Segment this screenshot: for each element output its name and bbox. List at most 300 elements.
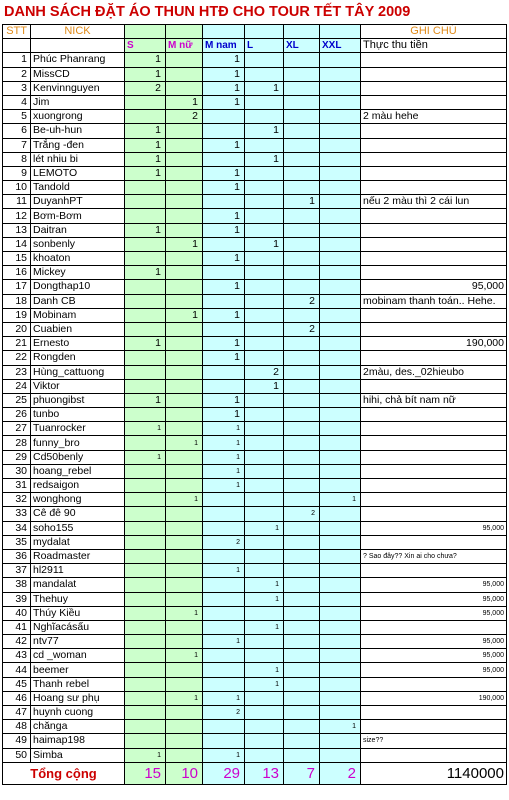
row-size-xxl bbox=[320, 166, 361, 180]
row-size-s: 1 bbox=[125, 393, 166, 407]
row-size-s bbox=[125, 578, 166, 592]
table-row bbox=[3, 280, 507, 294]
row-stt: 49 bbox=[3, 734, 31, 748]
row-size-mnu: 1 bbox=[166, 308, 203, 322]
row-stt: 12 bbox=[3, 209, 31, 223]
row-stt: 47 bbox=[3, 706, 31, 720]
row-size-xxl bbox=[320, 649, 361, 663]
row-nick: redsaigon bbox=[31, 479, 125, 493]
total-s: 15 bbox=[125, 762, 166, 784]
row-note bbox=[361, 138, 507, 152]
row-size-s bbox=[125, 252, 166, 266]
row-size-xl bbox=[284, 663, 320, 677]
row-size-l bbox=[245, 706, 284, 720]
row-nick: xuongrong bbox=[31, 110, 125, 124]
row-size-mnam: 1 bbox=[203, 479, 245, 493]
size-xxl-header: XXL bbox=[320, 39, 361, 53]
total-mnu: 10 bbox=[166, 762, 203, 784]
row-size-xl bbox=[284, 706, 320, 720]
row-size-mnam: 1 bbox=[203, 138, 245, 152]
row-size-s bbox=[125, 706, 166, 720]
table-row bbox=[3, 308, 507, 322]
row-stt: 15 bbox=[3, 252, 31, 266]
row-size-l bbox=[245, 195, 284, 209]
row-size-s: 1 bbox=[125, 53, 166, 67]
row-size-mnu bbox=[166, 181, 203, 195]
row-size-s bbox=[125, 564, 166, 578]
row-size-mnam: 1 bbox=[203, 748, 245, 762]
table-row bbox=[3, 507, 507, 521]
row-size-s bbox=[125, 521, 166, 535]
row-note bbox=[361, 81, 507, 95]
table-row bbox=[3, 521, 507, 535]
row-size-s bbox=[125, 110, 166, 124]
row-note: 2màu, des._02hieubo bbox=[361, 365, 507, 379]
row-size-s bbox=[125, 635, 166, 649]
row-size-xxl bbox=[320, 337, 361, 351]
row-size-l: 1 bbox=[245, 81, 284, 95]
row-stt: 16 bbox=[3, 266, 31, 280]
row-size-s bbox=[125, 379, 166, 393]
row-size-xxl bbox=[320, 308, 361, 322]
row-size-mnu bbox=[166, 677, 203, 691]
row-size-l bbox=[245, 209, 284, 223]
table-row bbox=[3, 620, 507, 634]
row-note: 2 màu hehe bbox=[361, 110, 507, 124]
row-size-xxl bbox=[320, 464, 361, 478]
table-row bbox=[3, 592, 507, 606]
thu-tien-header: Thực thu tiền bbox=[361, 39, 507, 53]
table-row bbox=[3, 493, 507, 507]
row-size-mnam: 1 bbox=[203, 393, 245, 407]
row-size-l bbox=[245, 351, 284, 365]
row-nick: Hoang sư phụ bbox=[31, 691, 125, 705]
table-row bbox=[3, 479, 507, 493]
row-size-xxl bbox=[320, 408, 361, 422]
row-size-s bbox=[125, 365, 166, 379]
row-size-mnu: 1 bbox=[166, 493, 203, 507]
row-size-l bbox=[245, 280, 284, 294]
row-size-xxl bbox=[320, 422, 361, 436]
row-note bbox=[361, 748, 507, 762]
row-note bbox=[361, 152, 507, 166]
row-size-xl bbox=[284, 223, 320, 237]
row-size-mnu bbox=[166, 138, 203, 152]
table-row bbox=[3, 393, 507, 407]
row-note bbox=[361, 181, 507, 195]
row-size-mnu bbox=[166, 351, 203, 365]
row-size-xxl bbox=[320, 294, 361, 308]
row-size-l: 2 bbox=[245, 365, 284, 379]
row-size-l bbox=[245, 691, 284, 705]
row-size-mnu bbox=[166, 578, 203, 592]
row-size-mnu bbox=[166, 720, 203, 734]
row-note bbox=[361, 564, 507, 578]
row-size-xl bbox=[284, 521, 320, 535]
row-size-xl bbox=[284, 535, 320, 549]
row-nick: Rongden bbox=[31, 351, 125, 365]
table-row bbox=[3, 436, 507, 450]
row-size-xl bbox=[284, 635, 320, 649]
row-size-xl bbox=[284, 720, 320, 734]
row-size-mnu bbox=[166, 166, 203, 180]
row-nick: Nghĩacásấu bbox=[31, 620, 125, 634]
row-size-xxl bbox=[320, 578, 361, 592]
row-stt: 7 bbox=[3, 138, 31, 152]
row-size-xxl bbox=[320, 280, 361, 294]
row-nick: phuongibst bbox=[31, 393, 125, 407]
row-nick: ntv77 bbox=[31, 635, 125, 649]
row-size-s bbox=[125, 493, 166, 507]
row-size-mnu bbox=[166, 266, 203, 280]
row-size-xxl bbox=[320, 53, 361, 67]
row-nick: Bơm-Bơm bbox=[31, 209, 125, 223]
row-nick: MissCD bbox=[31, 67, 125, 81]
sheet-title: DANH SÁCH ĐẶT ÁO THUN HTĐ CHO TOUR TẾT TÂY 2009 bbox=[4, 4, 411, 20]
row-size-s: 1 bbox=[125, 266, 166, 280]
row-note bbox=[361, 252, 507, 266]
row-size-xxl bbox=[320, 181, 361, 195]
total-row bbox=[3, 762, 507, 784]
row-size-l bbox=[245, 507, 284, 521]
row-note: 95,000 bbox=[361, 592, 507, 606]
row-size-mnam bbox=[203, 152, 245, 166]
row-stt: 38 bbox=[3, 578, 31, 592]
row-stt: 17 bbox=[3, 280, 31, 294]
row-size-s bbox=[125, 649, 166, 663]
row-nick: soho155 bbox=[31, 521, 125, 535]
row-note bbox=[361, 322, 507, 336]
row-size-l bbox=[245, 635, 284, 649]
table-row bbox=[3, 209, 507, 223]
row-size-xxl bbox=[320, 436, 361, 450]
row-size-mnu bbox=[166, 365, 203, 379]
row-size-s bbox=[125, 351, 166, 365]
row-size-s bbox=[125, 209, 166, 223]
row-size-s bbox=[125, 181, 166, 195]
row-size-xl bbox=[284, 592, 320, 606]
row-size-xl bbox=[284, 493, 320, 507]
row-size-mnam bbox=[203, 507, 245, 521]
row-stt: 44 bbox=[3, 663, 31, 677]
row-size-mnam bbox=[203, 365, 245, 379]
row-nick: sonbenly bbox=[31, 237, 125, 251]
row-nick: funny_bro bbox=[31, 436, 125, 450]
table-row bbox=[3, 564, 507, 578]
row-nick: Cd50benly bbox=[31, 450, 125, 464]
row-size-mnam bbox=[203, 237, 245, 251]
row-note: 190,000 bbox=[361, 337, 507, 351]
row-size-xxl bbox=[320, 322, 361, 336]
row-size-s bbox=[125, 720, 166, 734]
row-size-mnam: 1 bbox=[203, 351, 245, 365]
row-note bbox=[361, 95, 507, 109]
row-size-mnam bbox=[203, 195, 245, 209]
row-size-xxl bbox=[320, 549, 361, 563]
row-size-l bbox=[245, 535, 284, 549]
row-nick: Viktor bbox=[31, 379, 125, 393]
row-stt: 21 bbox=[3, 337, 31, 351]
row-size-xxl bbox=[320, 209, 361, 223]
row-stt: 46 bbox=[3, 691, 31, 705]
row-stt: 34 bbox=[3, 521, 31, 535]
row-stt: 9 bbox=[3, 166, 31, 180]
size-xl-header: XL bbox=[284, 39, 320, 53]
row-stt: 22 bbox=[3, 351, 31, 365]
row-size-mnu: 2 bbox=[166, 110, 203, 124]
row-size-mnam: 1 bbox=[203, 436, 245, 450]
row-size-mnam bbox=[203, 606, 245, 620]
row-size-xl bbox=[284, 138, 320, 152]
row-note bbox=[361, 479, 507, 493]
row-size-xl bbox=[284, 606, 320, 620]
row-note bbox=[361, 507, 507, 521]
table-row bbox=[3, 720, 507, 734]
row-size-l bbox=[245, 564, 284, 578]
row-note bbox=[361, 237, 507, 251]
row-size-l bbox=[245, 464, 284, 478]
row-size-mnam: 1 bbox=[203, 209, 245, 223]
row-size-s: 1 bbox=[125, 223, 166, 237]
row-size-xxl: 1 bbox=[320, 493, 361, 507]
row-note bbox=[361, 706, 507, 720]
table-row bbox=[3, 67, 507, 81]
row-size-mnam: 1 bbox=[203, 691, 245, 705]
table-row bbox=[3, 677, 507, 691]
row-size-xxl bbox=[320, 635, 361, 649]
row-size-l bbox=[245, 266, 284, 280]
row-size-l bbox=[245, 252, 284, 266]
row-size-l: 1 bbox=[245, 578, 284, 592]
row-size-s bbox=[125, 677, 166, 691]
row-size-xxl bbox=[320, 365, 361, 379]
row-size-mnu: 1 bbox=[166, 436, 203, 450]
row-note: 95,000 bbox=[361, 521, 507, 535]
table-row bbox=[3, 351, 507, 365]
row-size-s: 1 bbox=[125, 337, 166, 351]
row-size-l bbox=[245, 337, 284, 351]
row-size-l bbox=[245, 720, 284, 734]
row-size-s bbox=[125, 606, 166, 620]
row-nick: hoang_rebel bbox=[31, 464, 125, 478]
row-stt: 33 bbox=[3, 507, 31, 521]
row-size-xxl bbox=[320, 237, 361, 251]
row-size-mnam: 1 bbox=[203, 95, 245, 109]
row-size-l: 1 bbox=[245, 663, 284, 677]
row-size-l bbox=[245, 436, 284, 450]
row-size-xl bbox=[284, 280, 320, 294]
row-size-l bbox=[245, 110, 284, 124]
header-nick: NICK bbox=[31, 25, 125, 39]
row-size-xxl bbox=[320, 195, 361, 209]
row-size-mnu bbox=[166, 592, 203, 606]
row-size-mnam: 1 bbox=[203, 464, 245, 478]
row-size-mnam: 1 bbox=[203, 337, 245, 351]
row-size-s bbox=[125, 691, 166, 705]
row-size-mnu bbox=[166, 379, 203, 393]
table-row bbox=[3, 337, 507, 351]
row-note: ? Sao đây?? Xin ai cho chưa? bbox=[361, 549, 507, 563]
row-size-xl bbox=[284, 479, 320, 493]
row-note bbox=[361, 422, 507, 436]
row-size-mnam bbox=[203, 578, 245, 592]
row-size-xxl bbox=[320, 748, 361, 762]
row-nick: Tuanrocker bbox=[31, 422, 125, 436]
table-row bbox=[3, 422, 507, 436]
row-size-l: 1 bbox=[245, 620, 284, 634]
row-size-mnu bbox=[166, 535, 203, 549]
row-size-mnam: 1 bbox=[203, 564, 245, 578]
row-nick: Trắng -đen bbox=[31, 138, 125, 152]
row-nick: beemer bbox=[31, 663, 125, 677]
table-row bbox=[3, 237, 507, 251]
table-row bbox=[3, 535, 507, 549]
total-l: 13 bbox=[245, 762, 284, 784]
size-mnu-header: M nữ bbox=[166, 39, 203, 53]
row-size-s bbox=[125, 408, 166, 422]
row-size-mnam bbox=[203, 124, 245, 138]
row-note bbox=[361, 266, 507, 280]
table-row bbox=[3, 748, 507, 762]
table-row bbox=[3, 223, 507, 237]
table-row bbox=[3, 252, 507, 266]
row-size-l bbox=[245, 393, 284, 407]
row-size-mnam bbox=[203, 649, 245, 663]
row-nick: Thúy Kiều bbox=[31, 606, 125, 620]
row-size-xxl bbox=[320, 252, 361, 266]
row-stt: 45 bbox=[3, 677, 31, 691]
row-size-xxl bbox=[320, 507, 361, 521]
row-note bbox=[361, 450, 507, 464]
row-stt: 11 bbox=[3, 195, 31, 209]
row-size-s: 2 bbox=[125, 81, 166, 95]
row-nick: wonghong bbox=[31, 493, 125, 507]
row-nick: Kenvinnguyen bbox=[31, 81, 125, 95]
row-size-l bbox=[245, 294, 284, 308]
row-size-mnu bbox=[166, 209, 203, 223]
row-size-l bbox=[245, 649, 284, 663]
row-stt: 41 bbox=[3, 620, 31, 634]
header-ghichu: GHI CHÚ bbox=[361, 25, 507, 39]
row-size-s bbox=[125, 549, 166, 563]
row-size-xl bbox=[284, 450, 320, 464]
row-size-s bbox=[125, 734, 166, 748]
row-note bbox=[361, 436, 507, 450]
row-size-xl bbox=[284, 365, 320, 379]
row-size-mnam bbox=[203, 493, 245, 507]
size-header-row bbox=[3, 39, 507, 53]
row-size-mnu bbox=[166, 195, 203, 209]
row-size-xl bbox=[284, 578, 320, 592]
row-stt: 27 bbox=[3, 422, 31, 436]
row-stt: 18 bbox=[3, 294, 31, 308]
row-stt: 13 bbox=[3, 223, 31, 237]
row-stt: 6 bbox=[3, 124, 31, 138]
row-size-xxl bbox=[320, 706, 361, 720]
row-note: hihi, chả bít nam nữ bbox=[361, 393, 507, 407]
row-size-s bbox=[125, 620, 166, 634]
row-nick: cd _woman bbox=[31, 649, 125, 663]
row-nick: Be-uh-hun bbox=[31, 124, 125, 138]
row-size-xl bbox=[284, 620, 320, 634]
row-size-s bbox=[125, 535, 166, 549]
row-size-xxl bbox=[320, 393, 361, 407]
table-row bbox=[3, 138, 507, 152]
row-size-s: 1 bbox=[125, 124, 166, 138]
row-size-mnam bbox=[203, 379, 245, 393]
row-size-l: 1 bbox=[245, 379, 284, 393]
row-size-l bbox=[245, 308, 284, 322]
row-nick: Tandold bbox=[31, 181, 125, 195]
row-size-mnu bbox=[166, 464, 203, 478]
row-stt: 3 bbox=[3, 81, 31, 95]
row-size-mnam: 1 bbox=[203, 166, 245, 180]
row-size-l bbox=[245, 322, 284, 336]
row-note: 95,000 bbox=[361, 663, 507, 677]
row-size-mnam bbox=[203, 521, 245, 535]
table-row bbox=[3, 152, 507, 166]
size-l-header: L bbox=[245, 39, 284, 53]
row-stt: 50 bbox=[3, 748, 31, 762]
table-row bbox=[3, 691, 507, 705]
row-size-xl bbox=[284, 166, 320, 180]
row-note bbox=[361, 379, 507, 393]
row-size-xl bbox=[284, 337, 320, 351]
row-size-mnu bbox=[166, 549, 203, 563]
row-nick: mydalat bbox=[31, 535, 125, 549]
row-size-xxl bbox=[320, 266, 361, 280]
row-size-mnu bbox=[166, 280, 203, 294]
row-size-xxl bbox=[320, 521, 361, 535]
row-size-l bbox=[245, 223, 284, 237]
row-size-l bbox=[245, 422, 284, 436]
row-note: 190,000 bbox=[361, 691, 507, 705]
row-nick: Daitran bbox=[31, 223, 125, 237]
row-size-mnam: 1 bbox=[203, 280, 245, 294]
row-stt: 23 bbox=[3, 365, 31, 379]
row-note bbox=[361, 620, 507, 634]
row-size-xxl bbox=[320, 450, 361, 464]
row-stt: 2 bbox=[3, 67, 31, 81]
row-stt: 36 bbox=[3, 549, 31, 563]
row-note: 95,000 bbox=[361, 280, 507, 294]
row-size-mnam: 1 bbox=[203, 67, 245, 81]
row-size-xl bbox=[284, 351, 320, 365]
total-mnam: 29 bbox=[203, 762, 245, 784]
row-note bbox=[361, 464, 507, 478]
row-nick: huynh cuong bbox=[31, 706, 125, 720]
row-size-mnu: 1 bbox=[166, 691, 203, 705]
row-size-mnam: 1 bbox=[203, 308, 245, 322]
row-size-xxl bbox=[320, 564, 361, 578]
row-size-mnu bbox=[166, 124, 203, 138]
total-xxl: 2 bbox=[320, 762, 361, 784]
row-note bbox=[361, 166, 507, 180]
row-size-xxl bbox=[320, 691, 361, 705]
row-stt: 26 bbox=[3, 408, 31, 422]
row-nick: Simba bbox=[31, 748, 125, 762]
row-size-xl: 2 bbox=[284, 322, 320, 336]
row-size-s bbox=[125, 308, 166, 322]
row-size-mnu bbox=[166, 635, 203, 649]
row-size-mnu bbox=[166, 152, 203, 166]
row-size-mnu bbox=[166, 294, 203, 308]
row-size-mnam: 1 bbox=[203, 408, 245, 422]
row-size-l: 1 bbox=[245, 521, 284, 535]
row-size-xxl bbox=[320, 138, 361, 152]
row-note: 95,000 bbox=[361, 635, 507, 649]
row-stt: 4 bbox=[3, 95, 31, 109]
